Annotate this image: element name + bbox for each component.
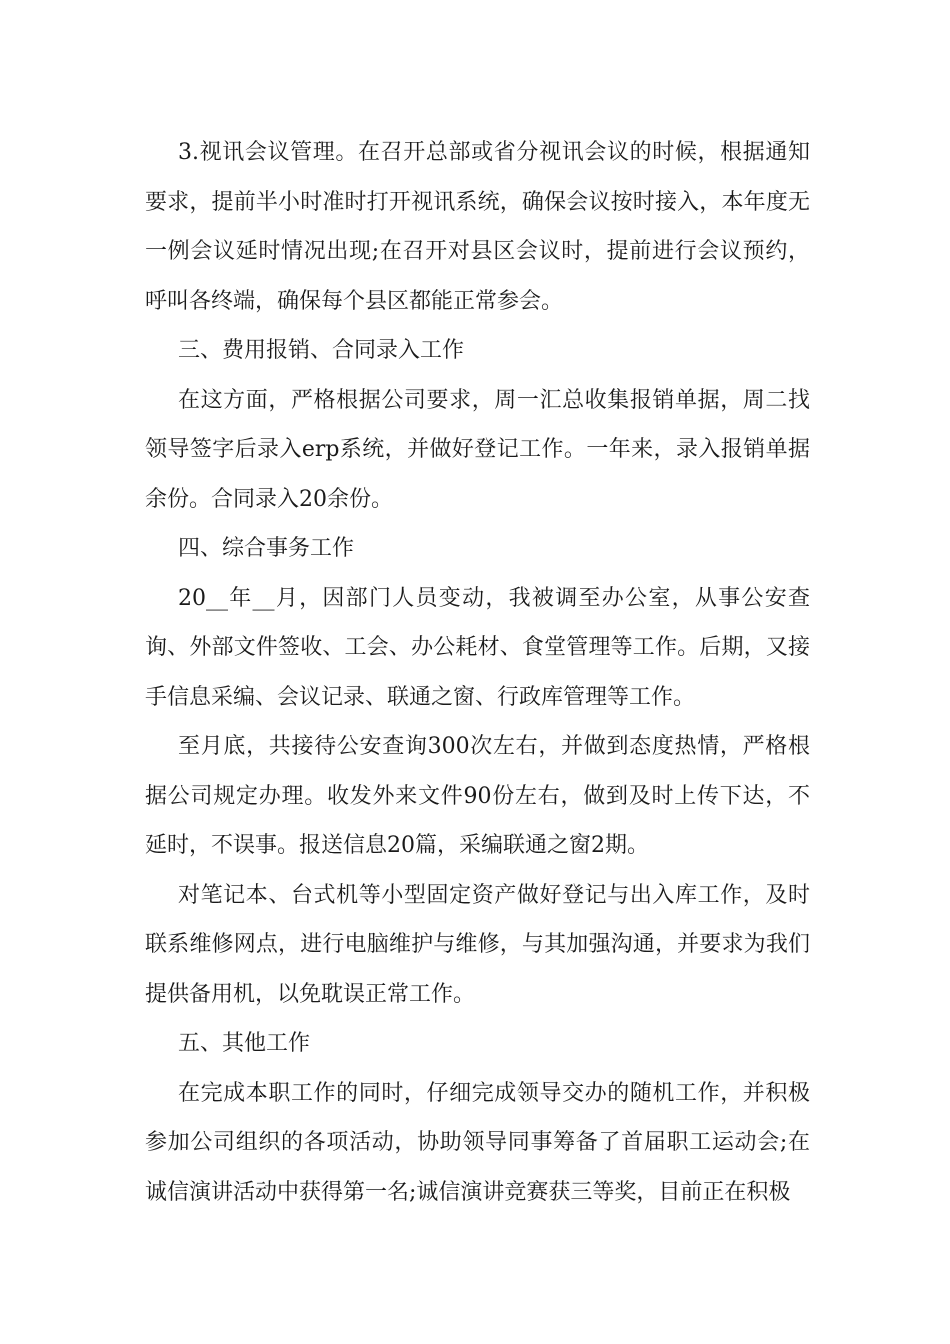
section-heading-expense: 三、费用报销、合同录入工作	[178, 338, 465, 363]
paragraph-other-work: 在完成本职工作的同时，仔细完成领导交办的随机工作，并积极参加公司组织的各项活动，协助领导同事筹备了首届职工运动会;在诚信演讲活动中获得第一名;诚信演讲竞赛获三等奖，目前正在积极	[145, 1080, 810, 1205]
section-heading-general-affairs: 四、综合事务工作	[178, 536, 355, 561]
paragraph-transfer: 20__年__月，因部门人员变动，我被调至办公室，从事公安查询、外部文件签收、工会、办公耗材、食堂管理等工作。后期，又接手信息采编、会议记录、联通之窗、行政库管理等工作。	[145, 585, 810, 710]
paragraph-expense: 在这方面，严格根据公司要求，周一汇总收集报销单据，周二找领导签字后录入erp系统，并做好登记工作。一年来，录入报销单据余份。合同录入20余份。	[145, 387, 810, 512]
paragraph-assets: 对笔记本、台式机等小型固定资产做好登记与出入库工作，及时联系维修网点，进行电脑维护与维修，与其加强沟通，并要求为我们提供备用机，以免耽误正常工作。	[145, 882, 810, 1007]
paragraph-statistics: 至月底，共接待公安查询300次左右，并做到态度热情，严格根据公司规定办理。收发外来文件90份左右，做到及时上传下达，不延时，不误事。报送信息20篇，采编联通之窗2期。	[145, 734, 810, 858]
document-body	[145, 128, 810, 1217]
section-heading-other: 五、其他工作	[178, 1031, 311, 1056]
paragraph-video-conference: 3.视讯会议管理。在召开总部或省分视讯会议的时候，根据通知要求，提前半小时准时打开视讯系统，确保会议按时接入，本年度无一例会议延时情况出现;在召开对县区会议时，提前进行会议预约，呼叫各终端，确保每个县区都能正常参会。	[145, 140, 810, 314]
